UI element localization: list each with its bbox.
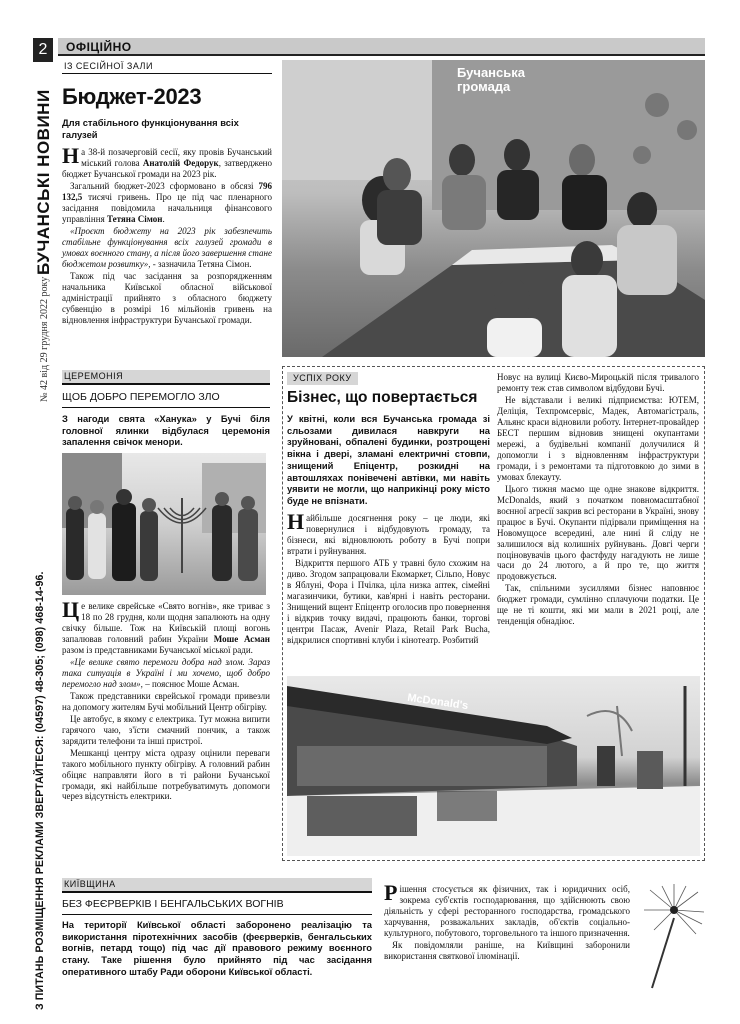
vertical-issue-info: № 42 від 29 грудня 2022 року: [39, 276, 50, 402]
business-article-left: [287, 372, 490, 672]
sparkler-illustration: [632, 880, 707, 995]
restaurant-scene: [287, 676, 700, 856]
vertical-newspaper-title: БУЧАНСЬКІ НОВИНИ: [34, 89, 53, 275]
hall-sign: Бучанська громада: [457, 65, 525, 94]
budget-rubric: ІЗ СЕСІЙНОЇ ЗАЛИ: [62, 60, 272, 74]
session-meeting-photo: [282, 60, 705, 357]
hanukkah-paragraph-3: Також представники єврейської громади привезли на допомогу жителям Бучі мобільний Центр обігріву.: [62, 690, 270, 712]
business-paragraph-4: Не відставали і великі підприємства: ЮТЕМ, Деліція, Техпромсервіс, Мадек, Автомагістраль, Альянс краси відновили роботу. Інтернет-провайдер БЕСТ першим відновив знищені окупантами мережі, а будівельні компанії долучилися й допомогли і з відновленням інфраструктури громади, і з ремонтами та підготовкою до зими в умовах блекауту.: [497, 394, 699, 482]
hanukkah-paragraph-1: Це велике єврейське «Свято вогнів», яке триває з 18 по 28 грудня, коли щодня запалюють на одну свічку більше. Тож на Київській площі вогонь запалював головний рабин України Моше Асман разом із представниками Бучанської міської ради.: [62, 597, 270, 655]
hanukkah-paragraph-2: «Це велике свято перемоги добра над злом. Зараз така ситуація в Україні і ми хочемо, щоб добро перемогло над злом», – пояснює Моше Асман.: [62, 656, 270, 689]
fireworks-title: БЕЗ ФЕЄРВЕРКІВ І БЕНГАЛЬСЬКИХ ВОГНІВ: [62, 898, 372, 915]
budget-paragraph-3: «Проєкт бюджету на 2023 рік забезпечить стабільне функціонування всіх галузей громади в умовах воєнного стану, а після його завершення стане бюджетом розвитку», - зазначила Тетяна Сімон.: [62, 226, 272, 269]
business-rubric: УСПІХ РОКУ: [287, 372, 358, 385]
mcdonalds-sign: McDonald's: [406, 691, 469, 713]
hanukkah-title: ЩОБ ДОБРО ПЕРЕМОГЛО ЗЛО: [62, 391, 270, 408]
section-header: ОФІЦІЙНО: [58, 38, 705, 56]
budget-mayor-name: Анатолій Федорук: [142, 158, 219, 169]
hanukkah-paragraph-5: Мешканці центру міста одразу оцінили переваги такого мобільного пункту обігріву. А головний рабин обіцяє направляти його в ті райони Бучанської громади, які найбільше потребуватимуть допомоги через відсутність електрики.: [62, 747, 270, 802]
budget-article: [62, 60, 272, 360]
page-number: 2: [33, 38, 53, 62]
budget-paragraph-4: Також під час засідання за розпорядженням начальника Київської обласної військової адміністрації прийнято з обласного бюджету субвенцію в розмірі 16 мільйонів гривень на відновлення інфраструктури Бучанської громади.: [62, 270, 272, 325]
hanukkah-rubric: ЦЕРЕМОНІЯ: [62, 370, 270, 385]
budget-paragraph-2: Загальний бюджет-2023 сформовано в обсязі 796 132,5 тисячі гривень. Про це під час пленарного засідання повідомила начальниця фінансового управління Тетяна Сімон.: [62, 181, 272, 225]
fireworks-paragraph-1: Рішення стосується як фізичних, так і юридичних осіб, зокрема суб'єктів господарювання, що здійснюють свою діяльність у сфері ресторанного господарства, громадського харчування, розважальних закладів, об'єктів соціально-культурного, побутового, торговельного та іншого призначення.: [384, 880, 630, 938]
meeting-scene: [282, 60, 705, 357]
business-paragraph-5: Цього тижня маємо ще одне знакове відкриття. McDonalds, який з початком повномасштабної воєнної агресії закрив всі ресторани в Україні, знову працює в Бучі. Окупанти підірвали приміщення на Новомущосе всередині, але нині й сліду не залишилося від колишніх руйнувань. Довгі черги поціновувачів цього фастфуду нагадують не лише часи до 24 лютого, а й про те, що життя продовжується.: [497, 483, 699, 582]
budget-subtitle: Для стабільного функціонування всіх галузей: [62, 116, 239, 141]
hanukkah-lead: З нагоди свята «Ханука» у Бучі біля головної ялинки відбулася церемонія запалення свічок менори.: [62, 412, 270, 448]
fireworks-paragraph-2: Як повідомляли раніше, на Київщині заборонили використання святкової ілюмінації.: [384, 939, 630, 961]
business-lead: У квітні, коли вся Бучанська громада зі сльозами дивилася навкруги на зруйновані, обпалені будинки, розтрощені вікна і двері, зламані електричні стовпи, знищений Епіцентр, розкидні на автошляхах понівечені автівки, ми навіть уявити не могли, що наприкінці року місто буде не впізнати.: [287, 412, 490, 507]
mcdonalds-restaurant-photo: [287, 676, 700, 856]
fireworks-body: [384, 880, 630, 984]
business-article-right: [497, 372, 699, 672]
business-paragraph-6: Так, спільними зусиллями бізнес наповнює бюджет громади, сумлінно сплачуючи податки. Це ще не ті кошти, які ми мали в 2021 році, але тенденція обнадіює.: [497, 583, 699, 627]
rabbi-name: Моше Асман: [213, 633, 270, 644]
business-title: Бізнес, що повертається: [287, 388, 478, 406]
fireworks-lead: На території Київської області заборонено реалізацію та використання піротехнічних засобів (феєрверків, бенгальських вогнів, петард тощо) під час дії правового режиму воєнного стану. Таке рішення було прийнято під час засідання оперативного штабу Ради оборони Київської області.: [62, 918, 372, 977]
budget-title: Бюджет-2023: [62, 83, 202, 109]
hanukkah-paragraph-4: Це автобус, в якому є електрика. Тут можна випити гарячого чаю, з'їсти смачний пончик, а також зарядити телефони та інші пристрої.: [62, 713, 270, 746]
vertical-ad-banner: З ПИТАНЬ РОЗМІЩЕННЯ РЕКЛАМИ ЗВЕРТАЙТЕСЯ: (04597) 48-305; (098) 468-14-96.: [34, 571, 46, 1010]
business-paragraph-2: Відкриття першого АТБ у травні було схожим на диво. Згодом запрацювали Екомаркет, Сільпо, Новус в Яблуні, Фора і Пчілка, ціла низка аптек, сімейні магазинчики, бутики, кав'ярні і навіть ресторани. Знищений вщент Епіцентр оголосив про повернення і відкрив точку видачі, працюють банки, торгові центри Пасаж, Avenir Plaza, Retail Park Bucha, відкрилися спортивні клуби і кінотеатр. Розбитий: [287, 557, 490, 645]
hanukkah-article: [62, 370, 270, 860]
menorah-ceremony-photo: [62, 453, 266, 595]
fireworks-rubric: КИЇВЩИНА: [62, 878, 372, 893]
sparkler-icon: [632, 880, 707, 995]
budget-paragraph-1: На 38-й позачерговій сесії, яку провів Бучанський міський голова Анатолій Федорук, затверджено бюджет Бучанської громади на 2023 рік.: [62, 143, 272, 180]
budget-official-name: Тетяна Сімон: [106, 214, 163, 225]
budget-sum: 796 132,5: [62, 181, 272, 203]
ceremony-scene: [62, 453, 266, 595]
business-paragraph-1: Найбільше досягнення року – це люди, які повернулися і відбудовують громаду, та бізнеси, які відновлюють роботу в Бучі попри втрати і руйнування.: [287, 508, 490, 556]
business-paragraph-3: Новус на вулиці Києво-Мироцькій після тривалого ремонту теж став символом відбудови Бучі.: [497, 372, 699, 393]
